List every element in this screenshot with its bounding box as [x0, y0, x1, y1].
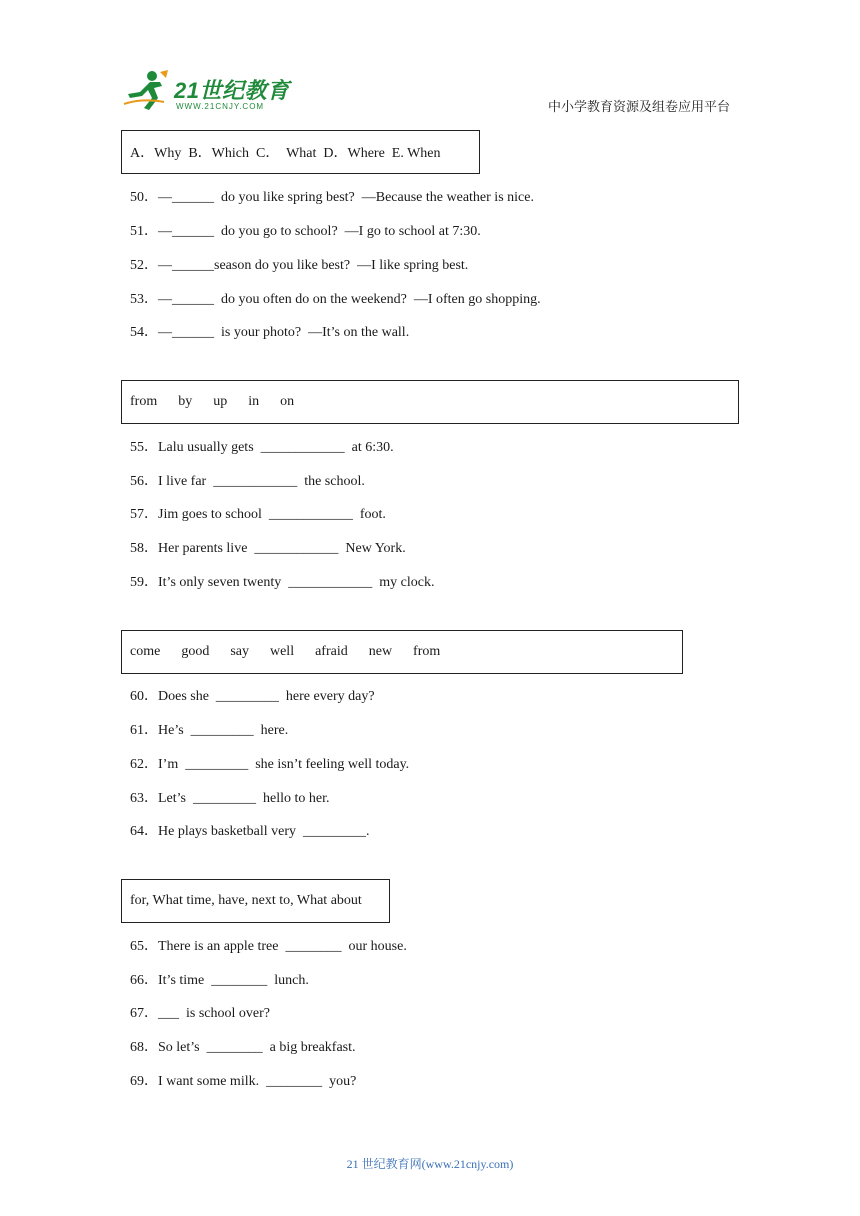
question-line: 68．So let’s ________ a big breakfast.	[130, 1040, 356, 1055]
word-bank-options: A．Why B．Which C． What D．Where E. When	[130, 146, 441, 161]
word-bank-box	[121, 630, 683, 674]
footer-link[interactable]: 21 世纪教育网(www.21cnjy.com)	[346, 1157, 514, 1171]
question-line: 60．Does she _________ here every day?	[130, 689, 375, 704]
question-line: 57．Jim goes to school ____________ foot.	[130, 507, 386, 522]
question-line: 52．—______season do you like best? —I like spring best.	[130, 258, 469, 273]
logo-text: 21世纪教育	[174, 78, 290, 103]
word-bank-box	[121, 130, 480, 174]
question-line: 53．—______ do you often do on the weekend? —I often go shopping.	[130, 292, 541, 307]
word-bank-options: for, What time, have, next to, What about	[130, 893, 362, 908]
question-line: 69．I want some milk. ________ you?	[130, 1074, 357, 1089]
question-line: 56．I live far ____________ the school.	[130, 474, 365, 489]
question-line: 50．—______ do you like spring best? —Because the weather is nice.	[130, 190, 534, 205]
question-line: 65．There is an apple tree ________ our house.	[130, 939, 407, 954]
question-line: 62．I’m _________ she isn’t feeling well today.	[130, 757, 410, 772]
question-line: 51．—______ do you go to school? —I go to school at 7:30.	[130, 224, 481, 239]
runner-logo-icon	[122, 68, 172, 112]
question-line: 55．Lalu usually gets ____________ at 6:30.	[130, 440, 394, 455]
question-line: 61．He’s _________ here.	[130, 723, 289, 738]
question-line: 64．He plays basketball very _________.	[130, 824, 370, 839]
question-line: 67．___ is school over?	[130, 1006, 270, 1021]
word-bank-options: come good say well afraid new from	[130, 644, 441, 659]
word-bank-box	[121, 879, 390, 923]
platform-title: 中小学教育资源及组卷应用平台	[548, 100, 731, 115]
word-bank-box	[121, 380, 739, 424]
question-line: 54．—______ is your photo? —It’s on the wall.	[130, 325, 410, 340]
logo-url: WWW.21CNJY.COM	[176, 102, 265, 111]
question-line: 66．It’s time ________ lunch.	[130, 973, 309, 988]
word-bank-options: from by up in on	[130, 394, 295, 409]
question-line: 63．Let’s _________ hello to her.	[130, 791, 330, 806]
question-line: 58．Her parents live ____________ New York.	[130, 541, 406, 556]
logo	[122, 68, 292, 116]
question-line: 59．It’s only seven twenty ____________ my clock.	[130, 575, 435, 590]
